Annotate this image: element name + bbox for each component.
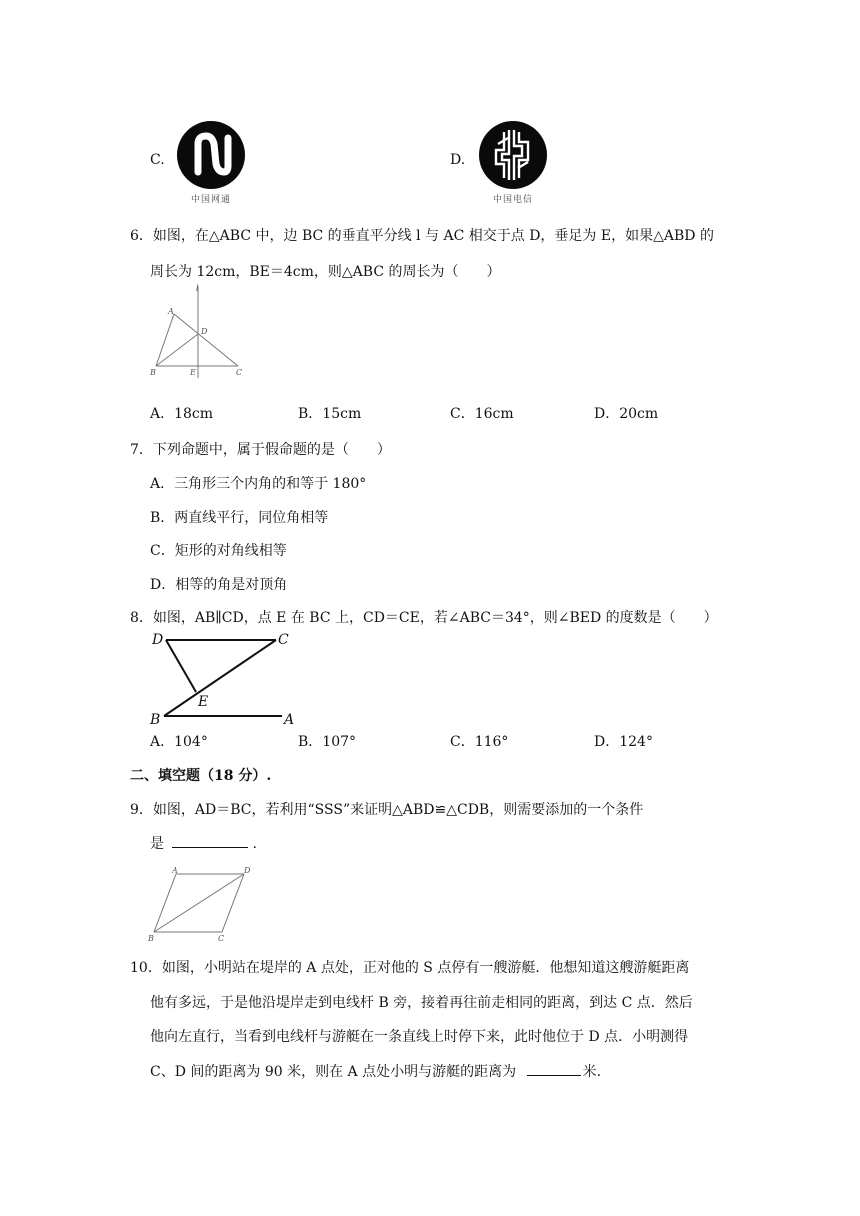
q8-figure — [146, 628, 306, 728]
q6-stem-line2: 周长为 12cm，BE＝4cm，则△ABC 的周长为（ ） — [150, 264, 501, 280]
q10-stem-line1: 10．如图，小明站在堤岸的 A 点处，正对他的 S 点停有一艘游艇．他想知道这艘游艇距离 — [130, 960, 690, 976]
q6-option-b: B．15cm — [298, 406, 362, 422]
q9-stem-line1: 9．如图，AD＝BC，若利用“SSS”来证明△ABD≌△CDB，则需要添加的一个条件 — [130, 802, 644, 818]
q6-option-a: A．18cm — [150, 406, 214, 422]
q9-answer-blank[interactable] — [172, 833, 248, 848]
q10-suffix: 米. — [582, 1064, 602, 1080]
q7-option-d: D．相等的角是对顶角 — [150, 577, 288, 593]
q6-stem-line1: 6．如图，在△ABC 中，边 BC 的垂直平分线 l 与 AC 相交于点 D，垂足为 E，如果△ABD 的 — [130, 228, 714, 244]
q8-label-e: E — [198, 694, 209, 710]
q8-label-a: A — [284, 712, 295, 728]
q9-label-b: B — [148, 934, 154, 943]
q6-label-e: E — [190, 368, 196, 377]
q7-stem: 7．下列命题中，属于假命题的是（ ） — [130, 442, 391, 458]
q6-option-d: D．20cm — [594, 406, 659, 422]
q10-answer-blank[interactable] — [527, 1061, 581, 1076]
q10-stem-line4 — [150, 1061, 601, 1082]
q10-prefix: C、D 间的距离为 90 米，则在 A 点处小明与游艇的距离为 — [150, 1064, 517, 1080]
q8-option-b: B．107° — [298, 734, 357, 750]
q8-option-a: A．104° — [150, 734, 208, 750]
q7-option-c: C．矩形的对角线相等 — [150, 543, 287, 559]
q6-figure — [146, 284, 256, 380]
q7-option-a: A．三角形三个内角的和等于 180° — [150, 476, 367, 492]
q10-stem-line2: 他有多远，于是他沿堤岸走到电线杆 B 旁，接着再往前走相同的距离，到达 C 点．然后 — [150, 995, 693, 1011]
q8-label-c: C — [278, 632, 289, 648]
china-netcom-logo — [176, 120, 246, 190]
q8-label-b: B — [150, 712, 161, 728]
q6-label-d: D — [201, 327, 208, 336]
q6-label-c: C — [236, 368, 243, 377]
q7-option-b: B．两直线平行，同位角相等 — [150, 510, 329, 526]
q9-label-a: A — [172, 866, 178, 875]
section-2-title: 二、填空题（18 分）. — [130, 768, 272, 784]
q8-stem: 8．如图，AB∥CD，点 E 在 BC 上，CD＝CE，若∠ABC＝34°，则∠BED 的度数是（ ） — [130, 610, 718, 626]
q6-label-a: A — [168, 307, 174, 316]
q9-prefix: 是 — [150, 836, 164, 852]
q5-option-d-label: D. — [450, 152, 466, 168]
q9-suffix: . — [252, 836, 257, 852]
q5-option-c-label: C. — [150, 152, 165, 168]
q9-stem-line2 — [150, 833, 257, 854]
q9-figure — [146, 864, 256, 944]
q6-label-l: l — [196, 284, 199, 293]
china-telecom-logo — [478, 120, 548, 190]
q9-label-d: D — [244, 866, 251, 875]
china-telecom-caption: 中国电信 — [492, 195, 533, 205]
q8-option-d: D．124° — [594, 734, 653, 750]
china-netcom-caption: 中国网通 — [190, 195, 231, 205]
q8-label-d: D — [152, 632, 164, 648]
q6-option-c: C．16cm — [450, 406, 514, 422]
q10-stem-line3: 他向左直行，当看到电线杆与游艇在一条直线上时停下来，此时他位于 D 点．小明测得 — [150, 1029, 689, 1045]
q8-option-c: C．116° — [450, 734, 509, 750]
q6-label-b: B — [150, 368, 156, 377]
q9-label-c: C — [218, 934, 225, 943]
